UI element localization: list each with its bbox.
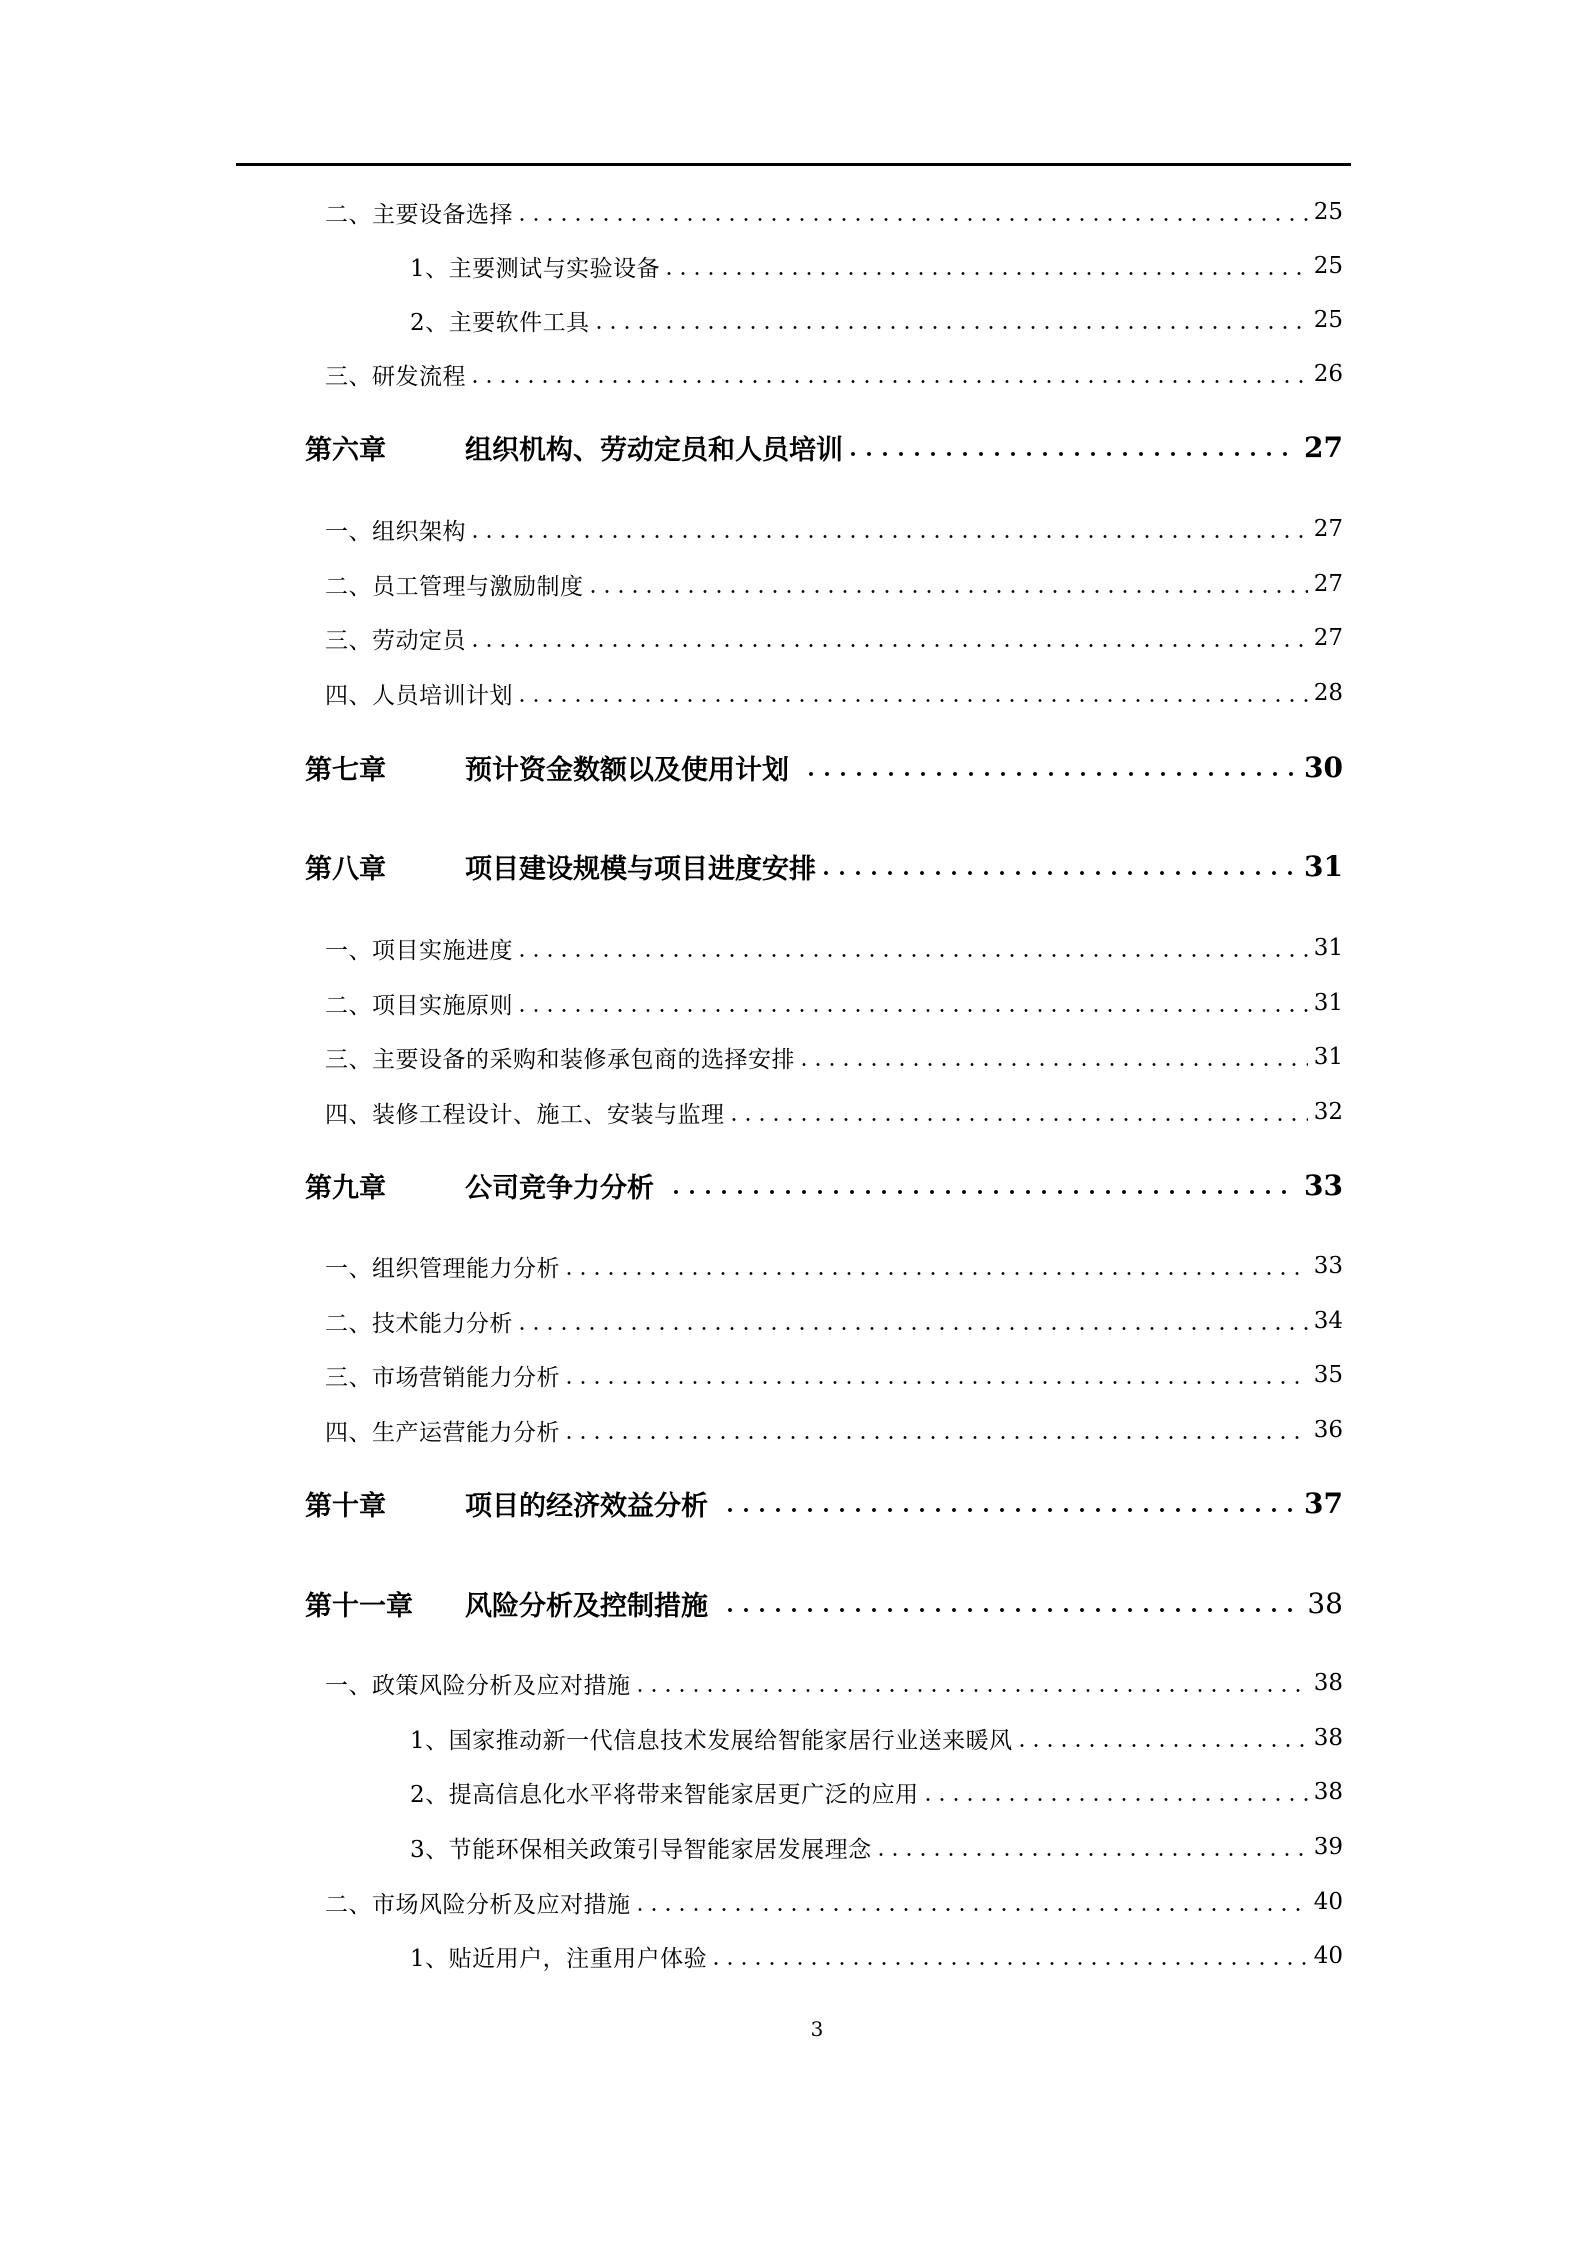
toc-entry-label: 二、技术能力分析 (325, 1310, 513, 1337)
toc-entry-label: 风险分析及控制措施 (465, 1590, 708, 1622)
dot-leader (515, 983, 1308, 1023)
dot-leader (1015, 1718, 1308, 1758)
toc-entry-page: 37 (1304, 1486, 1343, 1520)
chapter-number: 第九章 (305, 1172, 386, 1204)
toc-entry-label: 一、政策风险分析及应对措施 (325, 1672, 631, 1699)
toc-entry-chapter[interactable] (0, 1162, 1343, 1208)
toc-entry-section[interactable] (0, 1092, 1343, 1132)
toc-entry-label: 1、贴近用户，注重用户体验 (410, 1945, 708, 1972)
toc-entry-subsection[interactable] (0, 1827, 1343, 1867)
chapter-number: 第十章 (305, 1490, 386, 1522)
dot-leader (562, 1410, 1308, 1450)
toc-entry-section[interactable] (0, 1246, 1343, 1286)
toc-entry-subsection[interactable] (0, 1936, 1343, 1976)
toc-entry-label: 三、劳动定员 (325, 627, 466, 654)
toc-entry-page: 27 (1304, 430, 1343, 464)
toc-entry-chapter[interactable] (0, 1580, 1343, 1626)
toc-entry-page: 38 (1313, 1725, 1343, 1751)
dot-leader (709, 1936, 1308, 1976)
dot-leader (633, 1882, 1308, 1922)
toc-entry-section[interactable] (0, 564, 1343, 604)
toc-entry-page: 27 (1313, 625, 1343, 651)
toc-entry-label: 项目建设规模与项目进度安排 (465, 853, 816, 885)
toc-entry-page: 31 (1313, 935, 1343, 961)
toc-entry-page: 31 (1313, 1044, 1343, 1070)
toc-entry-label: 2、提高信息化水平将带来智能家居更广泛的应用 (410, 1781, 919, 1808)
toc-entry-label: 一、组织架构 (325, 518, 466, 545)
toc-entry-label: 公司竞争力分析 (465, 1172, 654, 1204)
toc-entry-label: 2、主要软件工具 (410, 309, 590, 336)
toc-entry-chapter[interactable] (0, 1480, 1343, 1526)
dot-leader (921, 1772, 1308, 1812)
dot-leader (633, 1663, 1308, 1703)
toc-entry-label: 三、研发流程 (325, 363, 466, 390)
toc-entry-page: 38 (1313, 1779, 1343, 1805)
toc-entry-page: 39 (1313, 1834, 1343, 1860)
toc-entry-section[interactable] (0, 673, 1343, 713)
toc-entry-section[interactable] (0, 983, 1343, 1023)
toc-entry-section[interactable] (0, 1355, 1343, 1395)
toc-entry-label: 一、组织管理能力分析 (325, 1255, 560, 1282)
toc-entry-section[interactable] (0, 1882, 1343, 1922)
dot-leader (586, 564, 1308, 604)
toc-entry-page: 36 (1313, 1417, 1343, 1443)
toc-entry-label: 四、生产运营能力分析 (325, 1419, 560, 1446)
toc-entry-chapter[interactable] (0, 843, 1343, 889)
toc-entry-page: 32 (1313, 1099, 1343, 1125)
chapter-number: 第六章 (305, 434, 386, 466)
toc-entry-section[interactable] (0, 928, 1343, 968)
toc-entry-section[interactable] (0, 618, 1343, 658)
toc-entry-page: 28 (1313, 680, 1343, 706)
dot-leader (515, 673, 1308, 713)
toc-entry-label: 1、主要测试与实验设备 (410, 255, 661, 282)
dot-leader (845, 424, 1298, 470)
toc-entry-page: 30 (1304, 750, 1343, 784)
toc-entry-page: 25 (1313, 199, 1343, 225)
dot-leader (818, 843, 1298, 889)
toc-entry-label: 四、装修工程设计、施工、安装与监理 (325, 1101, 725, 1128)
toc-entry-page: 34 (1313, 1308, 1343, 1334)
toc-entry-section[interactable] (0, 354, 1343, 394)
toc-entry-page: 26 (1313, 361, 1343, 387)
toc-entry-label: 二、主要设备选择 (325, 201, 513, 228)
toc-entry-page: 40 (1313, 1889, 1343, 1915)
toc-entry-label: 二、项目实施原则 (325, 992, 513, 1019)
toc-entry-subsection[interactable] (0, 246, 1343, 286)
dot-leader (562, 1355, 1308, 1395)
toc-entry-label: 三、主要设备的采购和装修承包商的选择安排 (325, 1046, 795, 1073)
toc-entry-section[interactable] (0, 1037, 1343, 1077)
toc-entry-page: 27 (1313, 571, 1343, 597)
toc-entry-section[interactable] (0, 192, 1343, 232)
toc-entry-section[interactable] (0, 1410, 1343, 1450)
toc-entry-label: 3、节能环保相关政策引导智能家居发展理念 (410, 1836, 872, 1863)
dot-leader (515, 928, 1308, 968)
toc-entry-page: 33 (1304, 1168, 1343, 1202)
toc-entry-page: 25 (1313, 253, 1343, 279)
toc-entry-subsection[interactable] (0, 1718, 1343, 1758)
toc-entry-label: 四、人员培训计划 (325, 682, 513, 709)
dot-leader (668, 1162, 1298, 1208)
toc-entry-chapter[interactable] (0, 424, 1343, 470)
dot-leader (722, 1480, 1298, 1526)
toc-entry-label: 二、市场风险分析及应对措施 (325, 1891, 631, 1918)
toc-entry-label: 一、项目实施进度 (325, 937, 513, 964)
chapter-number: 第七章 (305, 754, 386, 786)
dot-leader (562, 1246, 1308, 1286)
toc-entry-label: 二、员工管理与激励制度 (325, 573, 584, 600)
dot-leader (662, 246, 1308, 286)
toc-entry-label: 预计资金数额以及使用计划 (465, 754, 789, 786)
dot-leader (468, 509, 1308, 549)
dot-leader (515, 1301, 1308, 1341)
dot-leader (803, 744, 1298, 790)
toc-entry-page: 27 (1313, 516, 1343, 542)
page-number: 3 (810, 2017, 824, 2041)
toc-entry-page: 25 (1313, 307, 1343, 333)
toc-entry-page: 31 (1304, 849, 1343, 883)
toc-entry-label: 1、国家推动新一代信息技术发展给智能家居行业送来暖风 (410, 1727, 1013, 1754)
toc-entry-subsection[interactable] (0, 1772, 1343, 1812)
dot-leader (727, 1092, 1308, 1132)
dot-leader (874, 1827, 1308, 1867)
dot-leader (468, 618, 1308, 658)
dot-leader (468, 354, 1308, 394)
toc-entry-section[interactable] (0, 1301, 1343, 1341)
chapter-number: 第十一章 (305, 1590, 413, 1622)
toc-entry-subsection[interactable] (0, 300, 1343, 340)
toc-entry-page: 38 (1313, 1670, 1343, 1696)
toc-entry-label: 组织机构、劳动定员和人员培训 (465, 434, 843, 466)
toc-entry-label: 项目的经济效益分析 (465, 1490, 708, 1522)
toc-entry-chapter[interactable] (0, 744, 1343, 790)
dot-leader (592, 300, 1308, 340)
toc-entry-page: 35 (1313, 1362, 1343, 1388)
dot-leader (722, 1580, 1301, 1626)
toc-entry-page: 38 (1307, 1586, 1343, 1620)
toc-entry-page: 40 (1313, 1943, 1343, 1969)
toc-entry-page: 33 (1313, 1253, 1343, 1279)
toc-entry-label: 三、市场营销能力分析 (325, 1364, 560, 1391)
toc-entry-section[interactable] (0, 1663, 1343, 1703)
dot-leader (515, 192, 1308, 232)
toc-entry-section[interactable] (0, 509, 1343, 549)
dot-leader (797, 1037, 1308, 1077)
chapter-number: 第八章 (305, 853, 386, 885)
toc-entry-page: 31 (1313, 990, 1343, 1016)
